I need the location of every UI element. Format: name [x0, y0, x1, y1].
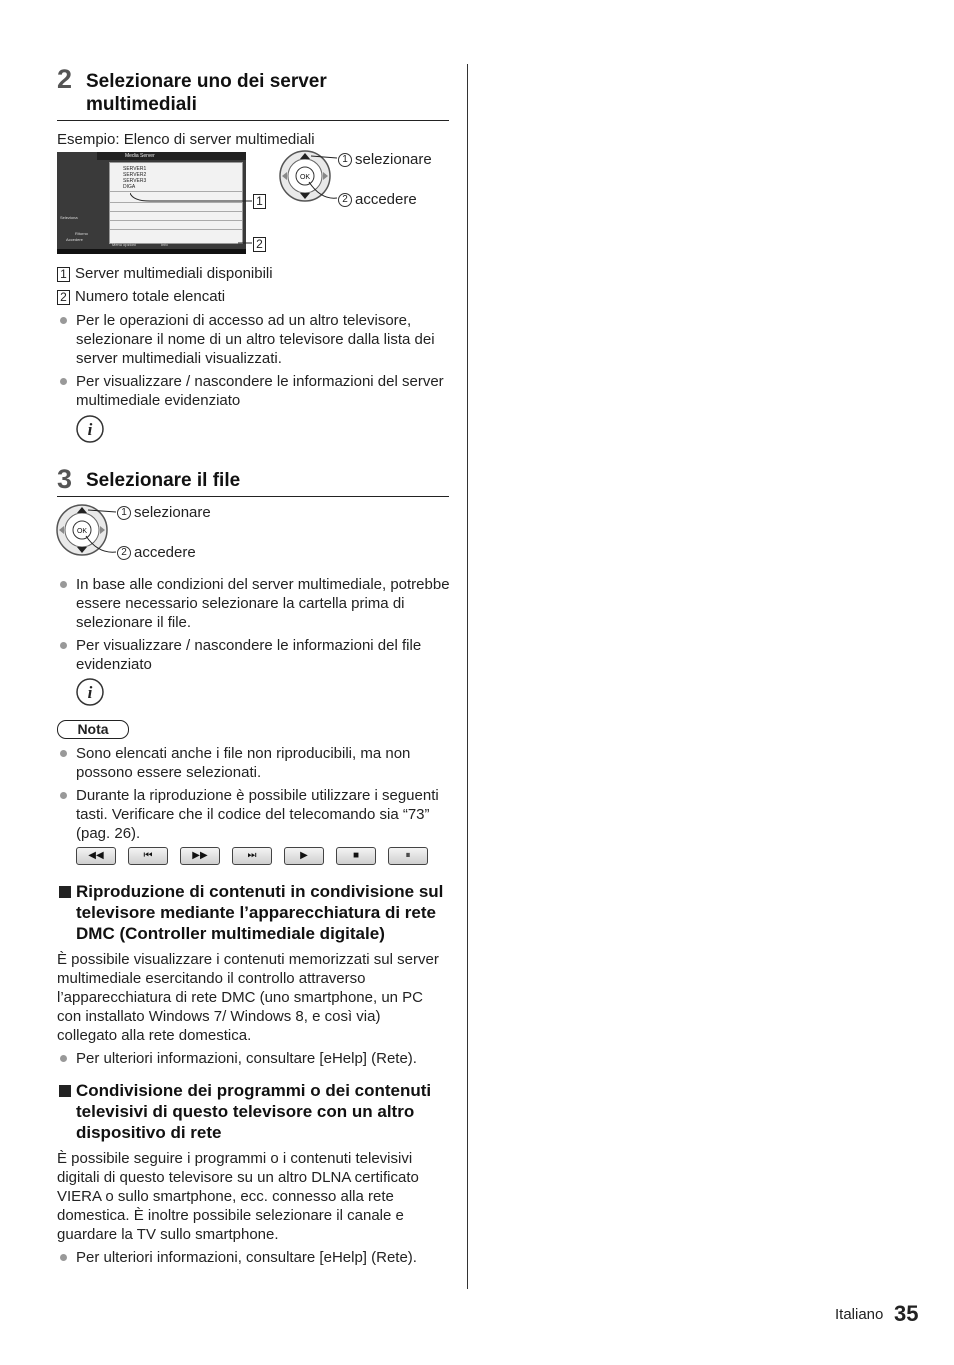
remote-access-label: 2 accedere — [338, 190, 417, 209]
info-button-icon — [76, 415, 104, 443]
nota-label: Nota — [57, 720, 129, 739]
square-bullet-icon — [59, 1085, 71, 1097]
pause-button-icon: ⏸ — [388, 847, 428, 865]
remote-select-label: 1 selezionare — [117, 503, 211, 522]
section-dmc-body: È possibile visualizzare i contenuti memorizzati sul server multimediale esercitando il controllo attraverso l’apparecchiatura di rete DMC (uno smartphone, un PC con installato Windows 7/ Windows 8, e così via) collegato alla rete domestica. — [57, 951, 439, 1044]
remote-dpad-icon — [277, 150, 339, 206]
footer-language: Italiano — [835, 1306, 884, 1323]
square-bullet-icon — [59, 886, 71, 898]
example-label: Esempio: Elenco di server multimediali — [57, 131, 315, 148]
stop-button-icon: ■ — [336, 847, 376, 865]
step-3-heading — [57, 466, 449, 498]
screen-item: SERVER2 — [123, 172, 147, 178]
skip-back-button-icon: ⏮ — [128, 847, 168, 865]
step-number: 3 — [57, 464, 73, 494]
screen-footer-info: Info — [161, 242, 168, 247]
step-number: 2 — [57, 64, 73, 94]
heading-rule — [57, 496, 449, 497]
screen-footer-menu: Menu opzioni — [112, 242, 136, 247]
section-share-body: È possibile seguire i programmi o i contenuti televisivi digitali di questo televisore su un altro DLNA certificato VIERA o sullo smartphone, ecc. connesso alla rete domestica. È inoltre possibile selezionare il canale e guardare la TV sullo smartphone. — [57, 1150, 419, 1243]
legend-item: 1 Server multimediali disponibili — [57, 264, 273, 283]
play-button-icon: ▶ — [284, 847, 324, 865]
page-number: 35 — [894, 1301, 919, 1326]
step-2-heading — [57, 66, 449, 122]
screen-side-back: Ritorno — [75, 231, 88, 236]
screen-side-select: Seleziona — [60, 215, 78, 220]
screen-side-access: Accedere — [66, 237, 83, 242]
svg-text:OK: OK — [299, 174, 311, 181]
remote-access-label: 2 accedere — [117, 543, 196, 562]
skip-forward-button-icon: ⏭ — [232, 847, 272, 865]
screen-item: SERVER1 — [123, 166, 147, 172]
remote-select-label: 1 selezionare — [338, 150, 432, 169]
svg-text:i: i — [87, 683, 93, 702]
svg-text:OK: OK — [76, 528, 88, 535]
screen-item: DIGA — [123, 184, 136, 190]
info-button-icon — [76, 678, 104, 706]
callout-1: 1 — [253, 193, 271, 211]
heading-rule — [57, 120, 449, 121]
screen-item: SERVER3 — [123, 178, 147, 184]
fast-forward-button-icon: ▶▶ — [180, 847, 220, 865]
legend-item: 2 Numero totale elencati — [57, 287, 225, 306]
step-title: Selezionare uno dei server multimediali — [86, 71, 327, 115]
column-divider — [467, 64, 468, 1289]
screen-header: Media Server — [125, 153, 155, 159]
step-title: Selezionare il file — [86, 470, 241, 491]
callout-2: 2 — [253, 236, 271, 254]
svg-text:i: i — [87, 420, 93, 439]
rewind-button-icon: ◀◀ — [76, 847, 116, 865]
callout-lines — [130, 185, 260, 255]
remote-dpad-icon — [56, 504, 118, 560]
